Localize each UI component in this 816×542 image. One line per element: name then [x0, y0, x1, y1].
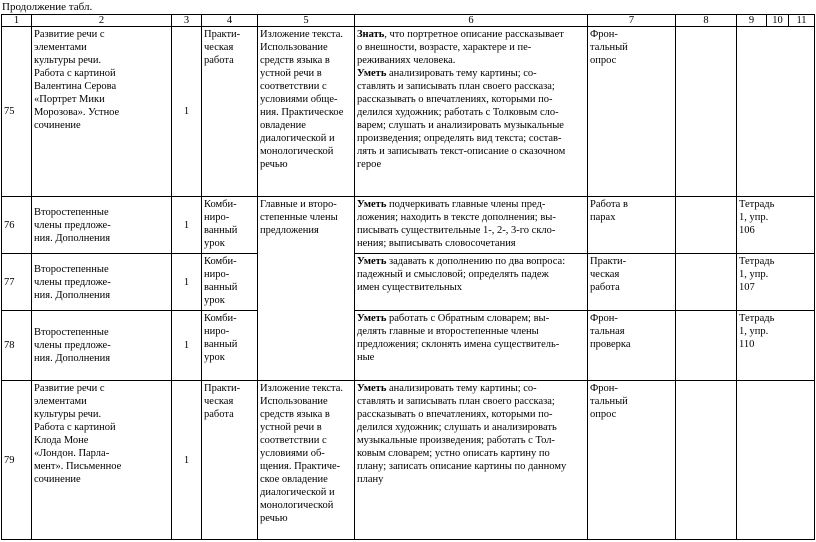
cell-line: урок — [204, 352, 225, 363]
cell-line: Практи- — [590, 256, 627, 267]
cell-line: Изложение текста. — [260, 29, 344, 40]
cell-line: соответствии с — [260, 81, 327, 92]
control-form — [588, 197, 676, 254]
cell-line — [357, 460, 585, 473]
requirement-text: музыкальные произведения; работать с Тол- — [357, 435, 555, 446]
requirements — [355, 381, 588, 540]
cell-line: ния. Практическое — [260, 107, 344, 118]
table-row — [2, 254, 815, 311]
header-cell-2: 2 — [32, 15, 172, 27]
cell-line: тальная — [590, 326, 625, 337]
cell-line: Второстепенные — [34, 263, 109, 275]
row-number: 78 — [2, 311, 32, 381]
cell-line — [357, 281, 585, 294]
control-form — [588, 254, 676, 311]
cell-line: Валентина Серова — [34, 81, 117, 92]
cell-line — [357, 447, 585, 460]
cell-line: ния. Дополнения — [34, 232, 111, 244]
lesson-topic — [32, 197, 172, 254]
header-cell-10: 10 — [767, 15, 789, 27]
cell-line — [357, 145, 585, 158]
empty-cell — [676, 27, 737, 197]
empty-cell — [676, 311, 737, 381]
requirements — [355, 311, 588, 381]
homework — [737, 311, 815, 381]
header-cell-9: 9 — [737, 15, 767, 27]
requirements — [355, 27, 588, 197]
requirement-text: ложения; находить в тексте дополнения; вы- — [357, 212, 556, 223]
cell-line: Использование — [260, 396, 328, 407]
header-cell-7: 7 — [588, 15, 676, 27]
cell-line: Фрон- — [590, 383, 618, 394]
cell-line: овладение — [260, 120, 306, 131]
cell-line — [357, 198, 585, 211]
cell-line: Работа в — [590, 199, 628, 210]
row-number: 75 — [2, 27, 32, 197]
cell-line: работа — [590, 282, 620, 293]
cell-line — [357, 67, 585, 80]
cell-line: ния. Дополнения — [34, 289, 111, 301]
cell-line: опрос — [590, 409, 617, 420]
empty-cell — [676, 197, 737, 254]
cell-line — [357, 54, 585, 67]
cell-line: Использование — [260, 42, 328, 53]
homework — [737, 254, 815, 311]
cell-line: Второстепенные — [34, 327, 109, 338]
cell-line — [357, 93, 585, 106]
hours-count: 1 — [172, 27, 202, 197]
cell-line: элементами — [34, 42, 87, 53]
hours-count: 1 — [172, 197, 202, 254]
empty-cell — [676, 381, 737, 540]
requirement-keyword: Знать — [357, 29, 385, 40]
cell-line: «Портрет Мики — [34, 94, 105, 105]
cell-line — [357, 255, 585, 268]
lesson-type — [202, 197, 258, 254]
cell-line: парах — [590, 212, 616, 223]
cell-line — [357, 312, 585, 325]
requirement-keyword: Уметь — [357, 199, 387, 210]
cell-line: Тетрадь — [739, 256, 775, 267]
cell-line — [357, 237, 585, 250]
hours-count: 1 — [172, 254, 202, 311]
cell-line: предложения — [260, 225, 319, 236]
requirement-text: анализировать тему картины; со- — [386, 68, 537, 79]
cell-line: ниро- — [204, 269, 230, 280]
cell-line: 1, упр. — [739, 326, 769, 337]
control-form — [588, 27, 676, 197]
homework — [737, 381, 815, 540]
cell-line: 107 — [739, 282, 755, 293]
cell-line: работа — [204, 409, 234, 420]
cell-line: ванный — [204, 225, 238, 236]
requirement-keyword: Уметь — [357, 313, 387, 324]
cell-line: ское овладение — [260, 474, 328, 485]
cell-line: средств языка в — [260, 55, 330, 66]
lesson-type — [202, 381, 258, 540]
cell-line: Комби- — [204, 199, 237, 210]
cell-line: «Лондон. Парла- — [34, 448, 110, 459]
requirement-text: герое — [357, 159, 382, 170]
empty-cell — [676, 254, 737, 311]
cell-line: Клода Моне — [34, 435, 89, 446]
cell-line — [357, 408, 585, 421]
cell-line: монологической — [260, 500, 334, 511]
header-cell-3: 3 — [172, 15, 202, 27]
cell-line: культуры речи. — [34, 409, 102, 420]
header-cell-6: 6 — [355, 15, 588, 27]
cell-line — [357, 158, 585, 171]
cell-line: степенные члены — [260, 212, 338, 223]
lesson-topic — [32, 254, 172, 311]
requirement-text: делился художник; работать с Толковым сло- — [357, 107, 559, 118]
requirement-text: варем; слушать и анализировать музыкальные — [357, 120, 564, 131]
hours-count: 1 — [172, 311, 202, 381]
cell-line — [357, 106, 585, 119]
row-number: 77 — [2, 254, 32, 311]
header-cell-1: 1 — [2, 15, 32, 27]
cell-line: 110 — [739, 339, 755, 350]
cell-line — [357, 224, 585, 237]
requirement-keyword: Уметь — [357, 68, 387, 79]
cell-line: Развитие речи с — [34, 29, 105, 40]
row-number: 79 — [2, 381, 32, 540]
cell-line: Главные и второ- — [260, 199, 337, 210]
cell-line: сочинение — [34, 474, 81, 485]
row-number: 76 — [2, 197, 32, 254]
requirement-text: задавать к дополнению по два вопроса: — [386, 256, 566, 267]
cell-line: Фрон- — [590, 313, 618, 324]
requirements — [355, 197, 588, 254]
header-cell-4: 4 — [202, 15, 258, 27]
cell-line: Тетрадь — [739, 199, 775, 210]
requirement-text: ные — [357, 352, 375, 363]
header-cell-8: 8 — [676, 15, 737, 27]
homework — [737, 27, 815, 197]
requirement-text: писывать существительные 1-, 2-, 3-го скло- — [357, 225, 556, 236]
cell-line: Работа с картиной — [34, 422, 116, 433]
requirement-text: лять и записывать текст-описание о сказочном — [357, 146, 566, 157]
table-row — [2, 197, 815, 254]
requirement-text: плану — [357, 474, 384, 485]
lesson-topic — [32, 311, 172, 381]
cell-line: работа — [204, 55, 234, 66]
cell-line: 1, упр. — [739, 269, 769, 280]
cell-line: тальный — [590, 42, 628, 53]
requirement-text: реживаниях человека. — [357, 55, 456, 66]
requirement-text: рассказывать о впечатлениях, которыми по- — [357, 409, 553, 420]
cell-line: мент». Письменное — [34, 461, 122, 472]
cell-line: сочинение — [34, 120, 81, 131]
cell-line: урок — [204, 295, 225, 306]
table-row — [2, 381, 815, 540]
lesson-content — [258, 381, 355, 540]
cell-line: ниро- — [204, 212, 230, 223]
header-cell-5: 5 — [258, 15, 355, 27]
requirement-text: нения; выписывать словосочетания — [357, 238, 516, 249]
cell-line — [357, 211, 585, 224]
cell-line: Фрон- — [590, 29, 618, 40]
cell-line: диалогической и — [260, 133, 335, 144]
cell-line: Второстепенные — [34, 206, 109, 218]
requirement-text: плану; записать описание картины по данному — [357, 461, 567, 472]
requirement-text: о внешности, возрасте, характере и пе- — [357, 42, 532, 53]
cell-line — [357, 325, 585, 338]
requirement-text: подчеркивать главные члены пред- — [386, 199, 546, 210]
control-form — [588, 311, 676, 381]
requirement-text: работать с Обратным словарем; вы- — [386, 313, 550, 324]
cell-line: опрос — [590, 55, 617, 66]
requirement-text: делять главные и второстепенные члены — [357, 326, 539, 337]
lesson-topic — [32, 381, 172, 540]
cell-line: урок — [204, 238, 225, 249]
hours-count: 1 — [172, 381, 202, 540]
lesson-type — [202, 27, 258, 197]
cell-line — [357, 382, 585, 395]
cell-line — [357, 473, 585, 486]
lesson-plan-table — [1, 14, 815, 540]
requirement-text: ставлять и записывать план своего рассказа; — [357, 396, 555, 407]
cell-line: проверка — [590, 339, 631, 350]
homework — [737, 197, 815, 254]
cell-line: устной речи в — [260, 68, 322, 79]
cell-line — [357, 28, 585, 41]
cell-line: ческая — [590, 269, 620, 280]
cell-line: Развитие речи с — [34, 383, 105, 394]
requirement-text: ковым словарем; устно описать картину по — [357, 448, 550, 459]
cell-line: устной речи в — [260, 422, 322, 433]
cell-line: члены предложе- — [34, 219, 111, 231]
cell-line — [357, 351, 585, 364]
cell-line: Практи- — [204, 383, 241, 394]
cell-line: монологической — [260, 146, 334, 157]
lesson-content — [258, 27, 355, 197]
header-cell-11: 11 — [789, 15, 815, 27]
lesson-content — [258, 197, 355, 381]
cell-line: ния. Дополнения — [34, 353, 111, 364]
cell-line: ческая — [204, 396, 234, 407]
requirement-text: анализировать тему картины; со- — [386, 383, 537, 394]
cell-line: диалогической и — [260, 487, 335, 498]
requirement-text: имен существительных — [357, 282, 462, 293]
lesson-topic — [32, 27, 172, 197]
cell-line: Тетрадь — [739, 313, 775, 324]
header-row — [2, 15, 815, 27]
requirement-text: произведения; определять вид текста; состав- — [357, 133, 562, 144]
cell-line — [357, 80, 585, 93]
cell-line: Практи- — [204, 29, 241, 40]
requirement-text: падежный и смысловой; определять падеж — [357, 269, 549, 280]
cell-line — [357, 434, 585, 447]
requirement-keyword: Уметь — [357, 383, 387, 394]
cell-line: щения. Практиче- — [260, 461, 341, 472]
requirement-text: , что портретное описание рассказывает — [384, 29, 564, 40]
cell-line: средств языка в — [260, 409, 330, 420]
cell-line — [357, 41, 585, 54]
lesson-type — [202, 254, 258, 311]
cell-line: Комби- — [204, 313, 237, 324]
cell-line: условиями обще- — [260, 94, 338, 105]
cell-line: ческая — [204, 42, 234, 53]
cell-line — [357, 338, 585, 351]
cell-line: Работа с картиной — [34, 68, 116, 79]
cell-line: речью — [260, 159, 288, 170]
cell-line: Морозова». Устное — [34, 107, 120, 118]
cell-line: культуры речи. — [34, 55, 102, 66]
cell-line: элементами — [34, 396, 87, 407]
cell-line — [357, 421, 585, 434]
cell-line: условиями об- — [260, 448, 325, 459]
cell-line: 1, упр. — [739, 212, 769, 223]
cell-line: ванный — [204, 282, 238, 293]
requirement-text: ставлять и записывать план своего рассказа; — [357, 81, 555, 92]
cell-line — [357, 119, 585, 132]
table-row — [2, 27, 815, 197]
cell-line — [357, 132, 585, 145]
requirement-text: рассказывать о впечатлениях, которыми по- — [357, 94, 553, 105]
cell-line: члены предложе- — [34, 276, 111, 288]
table-caption: Продолжение табл. — [2, 1, 93, 13]
lesson-type — [202, 311, 258, 381]
requirement-keyword: Уметь — [357, 256, 387, 267]
cell-line: члены предложе- — [34, 340, 111, 351]
requirements — [355, 254, 588, 311]
cell-line — [357, 395, 585, 408]
cell-line: ниро- — [204, 326, 230, 337]
cell-line: Изложение текста. — [260, 383, 344, 394]
cell-line: тальный — [590, 396, 628, 407]
cell-line: соответствии с — [260, 435, 327, 446]
cell-line: Комби- — [204, 256, 237, 267]
cell-line — [357, 268, 585, 281]
cell-line: 106 — [739, 225, 755, 236]
requirement-text: делился художник; слушать и анализировать — [357, 422, 557, 433]
cell-line: ванный — [204, 339, 238, 350]
control-form — [588, 381, 676, 540]
cell-line: речью — [260, 513, 288, 524]
table-row — [2, 311, 815, 381]
requirement-text: предложения; склонять имена существитель- — [357, 339, 560, 350]
